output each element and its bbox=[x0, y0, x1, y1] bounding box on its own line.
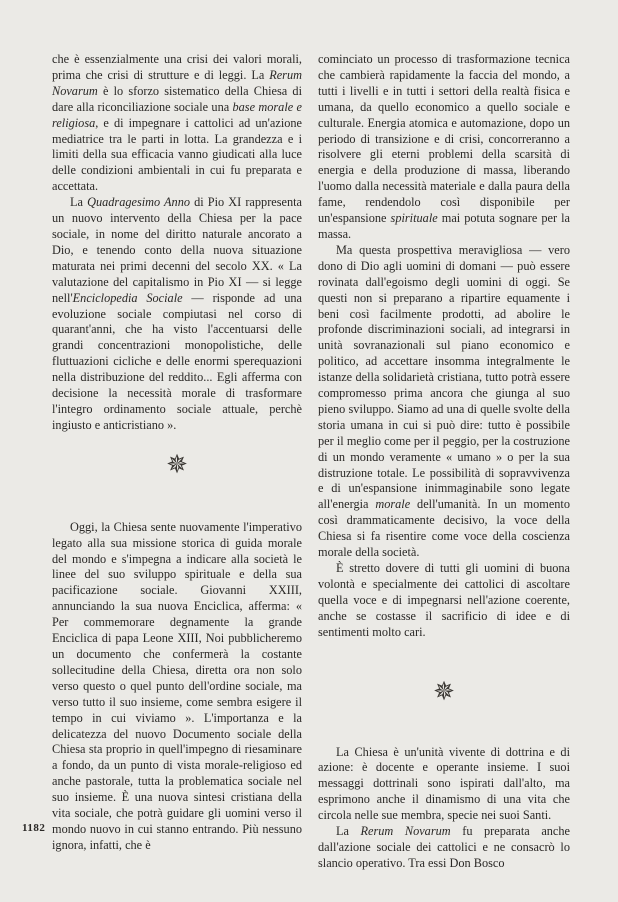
asterism-ornament-icon: ✵ bbox=[166, 449, 188, 479]
paragraph: La Quadragesimo Anno di Pio XI rappresenta un nuovo intervento della Chiesa per la pace sociale, in nome del diritto naturale ancorato a Dio, e tenendo conto della nuova situazione maturata nei primi decenni del secolo XX. « La valutazione del capitalismo in Pio XI — si legge nell'Enciclopedia Sociale — risponde ad una evoluzione sociale compiutasi nel corso di quarant'anni, che ha visto l'accentuarsi delle grandi concentrazioni monopolistiche, delle fluttuazioni cicliche e delle enormi sperequazioni nella distribuzione del reddito... Egli afferma con decisione la necessità morale di trasformare l'integro ordinamento sociale attuale, perchè ingiusto e anticristiano ». bbox=[52, 195, 303, 432]
paragraph: che è essenzialmente una crisi dei valori morali, prima che crisi di strutture e di leggi. La Rerum Novarum è lo sforzo sistematico della Chiesa di dare alla riconciliazione sociale una base morale e religiosa, e di impegnare i cattolici ad un'azione mediatrice tra le parti in lotta. La grandezza e i limiti della sua efficacia vanno giudicati alla luce delle condizioni ambientali in cui fu preparata e accettata. bbox=[52, 52, 302, 194]
paragraph: La Rerum Novarum fu preparata anche dall'azione sociale dei cattolici e ne consacrò lo slancio operativo. Tra essi Don Bosco bbox=[318, 824, 570, 870]
page-number: 1182 bbox=[22, 822, 46, 834]
left-column bbox=[52, 52, 302, 854]
paragraph: La Chiesa è un'unità vivente di dottrina e di azione: è docente e operante insieme. I suoi messaggi dottrinali sono ispirati dall'alto, ma esprimono anche il dinamismo di una vita che circola nelle sue membra, specie nei suoi Santi. bbox=[318, 744, 570, 823]
paragraph: È stretto dovere di tutti gli uomini di buona volontà e specialmente dei cattolici di ascoltare quella voce e di impegnarsi nell'azione coerente, anche se costasse il sacrificio di idee e di sentimenti molto cari. bbox=[318, 561, 570, 639]
asterism-ornament-icon: ✵ bbox=[433, 676, 455, 706]
paragraph: Oggi, la Chiesa sente nuovamente l'imperativo legato alla sua missione storica di guida morale del mondo e s'impegna a indicare alla società le linee del suo sviluppo spirituale e della sua pacificazione sociale. Giovanni XXIII, annunciando la sua nuova Enciclica, afferma: « Per commemorare degnamente la grande Enciclica di papa Leone XIII, Noi pubblicheremo un documento che confermerà la costante sollecitudine della Chiesa, diretta ora non solo verso questo o quel punto dell'ordine sociale, ma verso tutto il suo insieme, come sembra esigere il tempo in cui viviamo ». L'importanza e la delicatezza del nuovo Documento sociale della Chiesa sta proprio in quell'impegno di riesaminare a fondo, da un punto di vista morale-religioso ed anche pastorale, tutta la problematica sociale nel suo insieme. È una nuova sintesi cristiana della vita sociale, che potrà guidare gli uomini verso il mondo nuovo in cui stanno entrando. Più nessuno ignora, infatti, che è bbox=[52, 519, 302, 852]
paragraph: cominciato un processo di trasformazione tecnica che cambierà rapidamente la faccia del mondo, a tutti i livelli e in tutti i settori della realtà fisica e umana, da quello economico a quello sociale e culturale. Energia atomica e automazione, dopo un periodo di transizione e di crisi, concorreranno a risolvere gli eterni problemi della scarsità di energia e della produzione di massa, liberando l'uomo dalla necessità materiale e dalla paura della fame, rendendolo così disponibile per un'espansione spirituale mai potuta sognare per la massa. bbox=[318, 52, 570, 241]
right-column bbox=[318, 52, 570, 872]
paragraph: Ma questa prospettiva meravigliosa — vero dono di Dio agli uomini di domani — può essere rovinata dall'egoismo degli uomini di oggi. Se questi non si preparano a ripartire equamente i beni così facilmente prodotti, ad abolire le profonde discriminazioni sociali, ad integrarsi in unità sovranazionali sul piano economico e politico, ad accettare insomma integralmente le istanze della solidarietà cristiana, tutto potrà essere compromesso prima ancora che giunga al suo pieno sviluppo. Siamo ad una di quelle svolte della storia umana in cui si può dire: tutto è possibile per il meglio come per il peggio, per la costruzione di un mondo veramente « umano » o per la sua distruzione totale. Le possibilità di sopravvivenza e di un'espansione inimmaginabile sono legate all'energia morale dell'umanità. In un momento così drammaticamente decisivo, la voce della Chiesa si fa risentire come voce della coscienza morale della società. bbox=[318, 242, 570, 560]
